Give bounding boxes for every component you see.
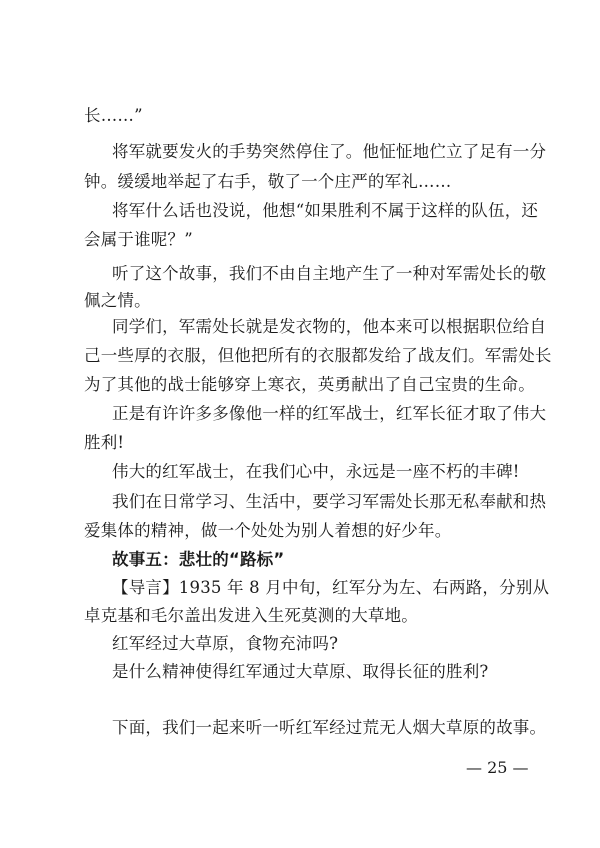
paragraph-line: 卓克基和毛尔盖出发进入生死莫测的大草地。 — [84, 606, 418, 625]
story-heading: 故事五：悲壮的“路标” — [112, 550, 285, 569]
paragraph-line: 会属于谁呢？” — [84, 230, 193, 249]
text-line-continuation: 长……” — [84, 106, 143, 125]
paragraph-line: 胜利! — [84, 433, 125, 452]
paragraph-line: 佩之情。 — [84, 291, 151, 310]
paragraph-line: 同学们，军需处长就是发衣物的，他本来可以根据职位给自 — [112, 317, 547, 336]
paragraph-line: 爱集体的精神，做一个处处为别人着想的好少年。 — [84, 521, 452, 540]
paragraph-line: 正是有许许多多像他一样的红军战士，红军长征才取了伟大 — [112, 404, 547, 423]
paragraph-line: 听了这个故事，我们不由自主地产生了一种对军需处长的敬 — [112, 264, 547, 283]
paragraph-line: 我们在日常学习、生活中，要学习军需处长那无私奉献和热 — [112, 492, 547, 511]
paragraph-line: 将军就要发火的手势突然停住了。他怔怔地伫立了足有一分 — [112, 142, 547, 161]
paragraph-line: 伟大的红军战士，在我们心中，永远是一座不朽的丰碑! — [112, 462, 520, 481]
paragraph-line: 下面，我们一起来听一听红军经过荒无人烟大草原的故事。 — [112, 718, 547, 737]
paragraph-line: 将军什么话也没说，他想“如果胜利不属于这样的队伍，还 — [112, 201, 539, 220]
paragraph-line: 为了其他的战士能够穿上寒衣，英勇献出了自己宝贵的生命。 — [84, 375, 535, 394]
page-number: — 25 — — [466, 758, 529, 777]
paragraph-line: 钟。缓缓地举起了右手，敬了一个庄严的军礼…… — [84, 172, 452, 191]
paragraph-line: 是什么精神使得红军通过大草原、取得长征的胜利? — [112, 662, 489, 681]
paragraph-line: 己一些厚的衣服，但他把所有的衣服都发给了战友们。军需处长 — [84, 346, 552, 365]
paragraph-line: 【导言】1935 年 8 月中旬，红军分为左、右两路，分别从 — [112, 578, 550, 597]
paragraph-line: 红军经过大草原，食物充沛吗? — [112, 634, 339, 653]
